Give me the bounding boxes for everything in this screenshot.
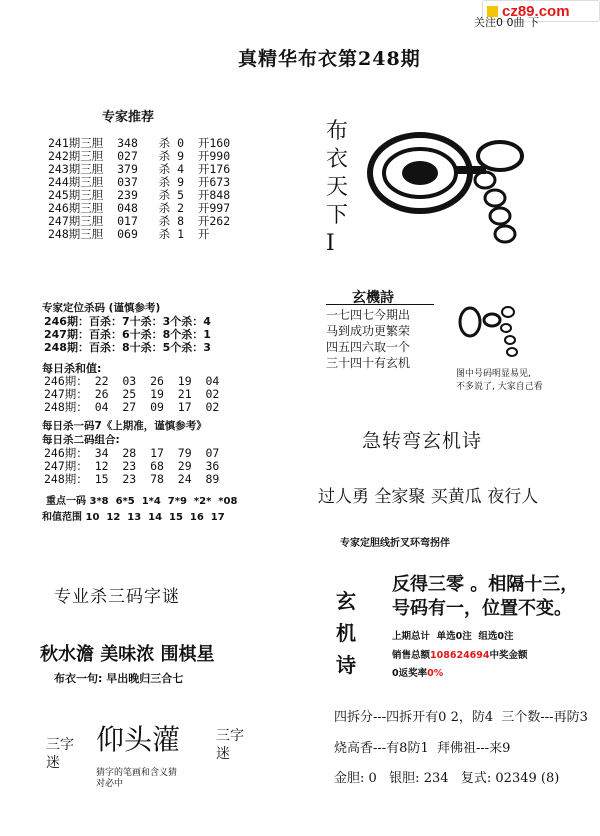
- expert-table: [48, 137, 230, 241]
- yima-row: 247期： 12 23 68 29 36: [44, 459, 220, 473]
- zhexian-heading: 专家定胆线折叉环弯拐伴: [340, 538, 450, 549]
- riddle-note: 猜字的笔画和含义猜 对必中: [96, 768, 178, 789]
- dingwei-row: 246期：百杀：7十杀：3个杀：4: [44, 315, 211, 328]
- xuanji-heading: 玄機詩: [352, 290, 394, 306]
- return-line: [392, 665, 443, 679]
- riddle-line: 秋水澹 美味浓 围棋星: [40, 644, 215, 665]
- sales-label: 销售总额: [392, 650, 431, 661]
- foot-line-1: 四拆分---四拆开有0 2，防4 三个数---再防3: [334, 710, 588, 725]
- expert-row: 246期三胆 048 杀 2 开997: [48, 201, 231, 215]
- dingwei-row: 247期：百杀：6十杀：8个杀：1: [44, 328, 211, 341]
- yima-row: 246期： 34 28 17 79 07: [44, 446, 220, 460]
- riddle-heading: 专业杀三码字谜: [54, 587, 180, 607]
- return-label: 0返奖率: [392, 668, 428, 679]
- hezhi-table: [44, 375, 219, 414]
- foot-line-2: 烧高香---有8防1 拜佛祖---来9: [334, 741, 511, 756]
- hezhi-row: 247期： 26 25 19 21 02: [44, 387, 220, 401]
- jizhuan-line: 过人勇 全家聚 买黄瓜 夜行人: [318, 487, 539, 507]
- return-value: 0%: [427, 668, 444, 679]
- yima-heading: 每日杀一码7《上期准，谨慎参考》: [42, 420, 207, 432]
- foot-line-3: 金胆: 0 银胆: 234 复式: 02349 (8): [334, 771, 560, 786]
- expert-row: 248期三胆 069 杀 1 开: [48, 227, 210, 241]
- expert-row: 245期三胆 239 杀 5 开848: [48, 188, 231, 202]
- expert-row: 244期三胆 037 杀 9 开673: [48, 175, 231, 189]
- xuanji-line: 四五四六取一个: [326, 340, 411, 354]
- expert-row: 242期三胆 027 杀 9 开990: [48, 149, 231, 163]
- number-graphic: [360, 118, 560, 258]
- xuanji-caption: 图中号码明显易见, 不多说了, 大家自己看: [456, 369, 543, 392]
- sales-suffix: 中奖金额: [489, 650, 528, 661]
- logo-text: cz89.com: [502, 2, 570, 20]
- expert-heading: 专家推荐: [102, 110, 155, 125]
- xuanji-line: 三十四十有玄机: [326, 356, 411, 370]
- riddle-sub: 布衣一句: 早出晚归三合七: [54, 672, 184, 685]
- riddle-left-label: 三字 迷: [46, 737, 74, 771]
- hezhi-row: 248期： 04 27 09 17 02: [44, 400, 220, 414]
- hezhi-range-line: 和值范围 10 12 13 14 15 16 17: [42, 512, 225, 523]
- dingwei-table: [44, 315, 211, 354]
- sales-value: 108624694: [430, 650, 490, 661]
- riddle-big: 仰头灌: [96, 723, 181, 756]
- xuanji-poem: [326, 304, 434, 371]
- expert-row: 247期三胆 017 杀 8 开262: [48, 214, 231, 228]
- hezhi-row: 246期： 22 03 26 19 04: [44, 374, 220, 388]
- dingwei-heading: 专家定位杀码 (谨慎参考): [42, 302, 161, 314]
- sales-line: [392, 647, 528, 661]
- xuanji-line: 一七四七今期出: [326, 308, 411, 322]
- small-number-graphic: [456, 300, 546, 360]
- expert-row: 243期三胆 379 杀 4 开176: [48, 162, 231, 176]
- hezhi-heading: 每日杀和值:: [42, 362, 102, 375]
- riddle-right-label: 三字 迷: [216, 728, 244, 762]
- xuanji-line: 马到成功更繁荣: [326, 324, 411, 338]
- follow-text: 关注0 0曲 下: [474, 16, 539, 29]
- poem-line-2: 号码有一，位置不变。: [392, 598, 572, 619]
- stat-line: 上期总计 单选0注 组选0注: [392, 631, 514, 642]
- zhongdian-line: 重点一码 3*8 6*5 1*4 7*9 *2* *08: [46, 496, 238, 507]
- dingwei-row: 248期：百杀：8十杀：5个杀：3: [44, 341, 211, 354]
- buyi-vertical-title: 布衣天下I: [326, 119, 349, 256]
- poem-line-1: 反得三零 。相隔十三，: [392, 574, 579, 595]
- yima-row: 248期： 15 23 78 24 89: [44, 472, 220, 486]
- yima-table: [44, 447, 219, 486]
- expert-row: 241期三胆 348 杀 0 开160: [48, 136, 231, 150]
- page-title: 真精华布衣第248期: [238, 48, 421, 70]
- yima-sub: 每日杀二码组合:: [42, 434, 120, 446]
- jizhuan-heading: 急转弯玄机诗: [362, 430, 483, 452]
- zhexian-side-label: 玄 机 诗: [336, 589, 356, 677]
